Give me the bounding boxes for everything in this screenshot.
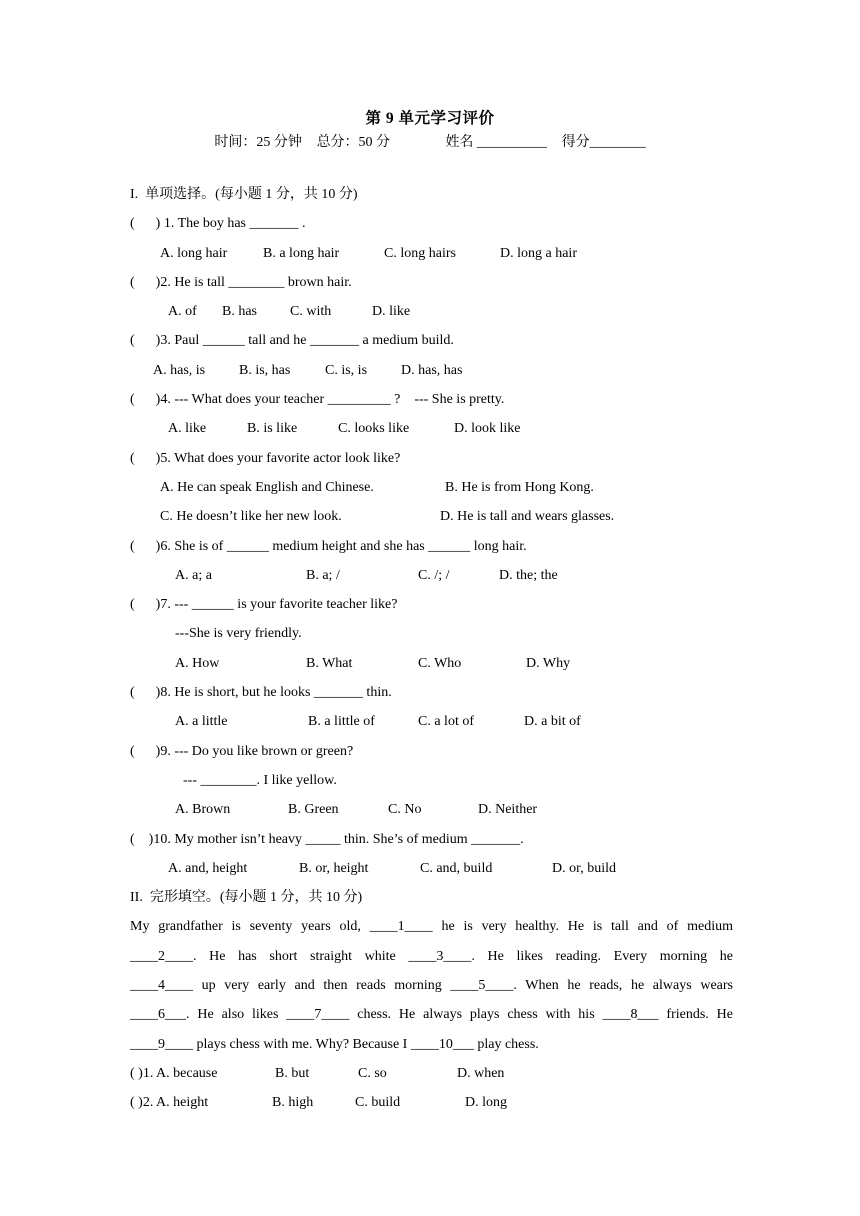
option-c: C. is, is	[325, 362, 368, 378]
option-a: A. Brown	[175, 802, 231, 818]
option-a: A. long hair	[160, 245, 228, 261]
answer-9	[130, 766, 733, 795]
option-b: B. Green	[288, 802, 339, 818]
question-7: ( )7. --- ______ is your favorite teacher like?	[130, 597, 398, 613]
score-field: 得分________	[561, 135, 646, 150]
option-b: B. What	[306, 655, 353, 671]
option-d: D. a bit of	[524, 714, 581, 730]
option-b: B. He is from Hong Kong.	[445, 479, 594, 495]
option-b: B. a; /	[306, 567, 340, 583]
option-d: D. Why	[526, 655, 571, 671]
option-d: D. He is tall and wears glasses.	[440, 509, 615, 525]
option-d: D. long	[465, 1095, 507, 1111]
option-c: C. so	[358, 1065, 387, 1081]
options-1	[130, 239, 733, 268]
exam-content	[130, 180, 733, 1118]
options-6	[130, 561, 733, 590]
option-d: D. or, build	[552, 860, 616, 876]
options-7	[130, 649, 733, 678]
option-a: A. a little	[175, 714, 228, 730]
passage-line: ____6___. He also likes ____7____ chess. He always plays chess with his ____8___ friends. He	[130, 1007, 733, 1023]
option-c: C. /; /	[418, 567, 450, 583]
option-b: B. is like	[247, 421, 298, 437]
question-8: ( )8. He is short, but he looks _______ thin.	[130, 685, 392, 701]
option-a: A. How	[175, 655, 220, 671]
option-b: B. is, has	[239, 362, 291, 378]
options-10	[130, 854, 733, 883]
cloze-question-stem: ( )2. A. height	[130, 1095, 209, 1111]
option-a: A. and, height	[168, 860, 248, 876]
option-d: D. long a hair	[500, 245, 577, 261]
question-2: ( )2. He is tall ________ brown hair.	[130, 274, 352, 290]
option-d: D. the; the	[499, 567, 558, 583]
options-3	[130, 356, 733, 385]
section2-heading: II. 完形填空。(每小题 1 分，共 10 分)	[130, 890, 363, 906]
question-3: ( )3. Paul ______ tall and he _______ a medium build.	[130, 333, 454, 349]
option-c: C. No	[388, 802, 422, 818]
name-field: 姓名 __________	[445, 135, 547, 150]
question-1: ( ) 1. The boy has _______ .	[130, 216, 306, 232]
passage-line: My grandfather is seventy years old, ____1____ he is very healthy. He is tall and of medium	[130, 919, 733, 935]
passage-line: ____2____. He has short straight white ____3____. He likes reading. Every morning he	[130, 948, 733, 964]
exam-meta	[0, 131, 860, 151]
option-a: A. of	[168, 304, 197, 320]
option-b: B. a long hair	[263, 245, 340, 261]
option-a: A. a; a	[175, 567, 212, 583]
option-c: C. and, build	[420, 860, 493, 876]
question-9: ( )9. --- Do you like brown or green?	[130, 743, 354, 759]
options-4	[130, 414, 733, 443]
dialogue-reply: ---She is very friendly.	[175, 626, 302, 642]
total-info: 总分：50 分	[316, 135, 391, 150]
answer-7	[130, 619, 733, 648]
option-d: D. when	[457, 1065, 505, 1081]
option-d: D. Neither	[478, 802, 538, 818]
section1-heading: I. 单项选择。(每小题 1 分，共 10 分)	[130, 187, 358, 202]
options-5-row2	[130, 502, 733, 531]
option-b: B. a little of	[308, 714, 375, 730]
option-a: A. He can speak English and Chinese.	[160, 479, 374, 495]
question-5: ( )5. What does your favorite actor look like?	[130, 450, 401, 466]
option-c: C. build	[355, 1095, 401, 1111]
options-8	[130, 707, 733, 736]
options-9	[130, 795, 733, 824]
cloze-question-stem: ( )1. A. because	[130, 1065, 218, 1081]
option-c: C. with	[290, 304, 332, 320]
cloze-question-1	[130, 1059, 733, 1088]
options-5-row1	[130, 473, 733, 502]
option-b: B. or, height	[299, 860, 369, 876]
option-c: C. long hairs	[384, 245, 456, 261]
option-a: A. has, is	[153, 362, 206, 378]
option-b: B. has	[222, 304, 257, 320]
dialogue-reply: --- ________. I like yellow.	[183, 772, 337, 788]
question-10: ( )10. My mother isn’t heavy _____ thin. She’s of medium _______.	[130, 831, 524, 847]
question-4: ( )4. --- What does your teacher _________ ? --- She is pretty.	[130, 392, 505, 408]
option-b: B. high	[272, 1095, 314, 1111]
option-c: C. a lot of	[418, 714, 474, 730]
option-c: C. He doesn’t like her new look.	[160, 509, 342, 525]
cloze-passage	[130, 912, 733, 1058]
option-c: C. Who	[418, 655, 462, 671]
page-title: 第 9 单元学习评价	[365, 110, 495, 127]
options-2	[130, 297, 733, 326]
option-c: C. looks like	[338, 421, 410, 437]
cloze-question-2	[130, 1088, 733, 1117]
option-b: B. but	[275, 1065, 310, 1081]
option-d: D. like	[372, 304, 411, 320]
time-info: 时间：25 分钟	[214, 135, 302, 150]
question-6: ( )6. She is of ______ medium height and she has ______ long hair.	[130, 538, 527, 554]
option-d: D. look like	[454, 421, 521, 437]
option-a: A. like	[168, 421, 207, 437]
passage-line: ____4____ up very early and then reads morning ____5____. When he reads, he always wears	[130, 978, 733, 994]
passage-line: ____9____ plays chess with me. Why? Because I ____10___ play chess.	[130, 1036, 539, 1052]
option-d: D. has, has	[401, 362, 463, 378]
